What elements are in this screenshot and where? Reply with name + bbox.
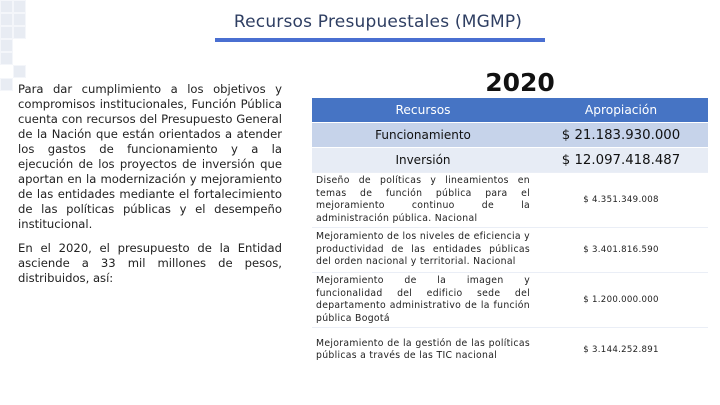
inversion-amount: $ 12.097.418.487 — [534, 148, 708, 173]
page-title: Recursos Presupuestales (MGMP) — [233, 12, 523, 32]
project-description: Mejoramiento de los niveles de eficiencia y productividad de las entidades públicas del orden nacional y territorial. Nacional — [312, 228, 534, 273]
project-amount: $ 3.144.252.891 — [534, 328, 708, 373]
project-amount: $ 4.351.349.008 — [534, 173, 708, 228]
project-description: Diseño de políticas y lineamientos en temas de función pública para el mejoramiento continuo de la administración pública. Nacional — [312, 173, 534, 228]
intro-paragraph-1: Para dar cumplimiento a los objetivos y compromisos institucionales, Función Pública cuenta con recursos del Presupuesto General de la Nación que están orientados a atender los gastos de funcionamiento y a la ejecución de los proyectos de inversión que aportan en la modernización y mejoramiento de las entidades mediante el fortalecimiento de las políticas públicas y el desempeño institucional. — [18, 82, 282, 231]
title-underline — [215, 38, 545, 42]
table-header-row — [312, 98, 708, 123]
project-amount: $ 3.401.816.590 — [534, 228, 708, 273]
table-row-project — [312, 173, 708, 228]
table-row-project — [312, 273, 708, 328]
table-row-inversion — [312, 148, 708, 173]
inversion-label: Inversión — [312, 148, 534, 173]
project-amount: $ 1.200.000.000 — [534, 273, 708, 328]
year-heading: 2020 — [485, 68, 555, 97]
project-description: Mejoramiento de la gestión de las políticas públicas a través de las TIC nacional — [312, 328, 534, 373]
project-description: Mejoramiento de la imagen y funcionalidad del edificio sede del departamento administrativo de la función pública Bogotá — [312, 273, 534, 328]
header-apropiacion: Apropiación — [534, 98, 708, 123]
header-recursos: Recursos — [312, 98, 534, 123]
table-row-project — [312, 228, 708, 273]
funcionamiento-label: Funcionamiento — [312, 123, 534, 148]
table-row-project — [312, 328, 708, 373]
table-row-funcionamiento — [312, 123, 708, 148]
budget-table — [312, 98, 708, 372]
funcionamiento-amount: $ 21.183.930.000 — [534, 123, 708, 148]
intro-text — [18, 82, 282, 295]
intro-paragraph-2: En el 2020, el presupuesto de la Entidad asciende a 33 mil millones de pesos, distribuidos, así: — [18, 241, 282, 285]
